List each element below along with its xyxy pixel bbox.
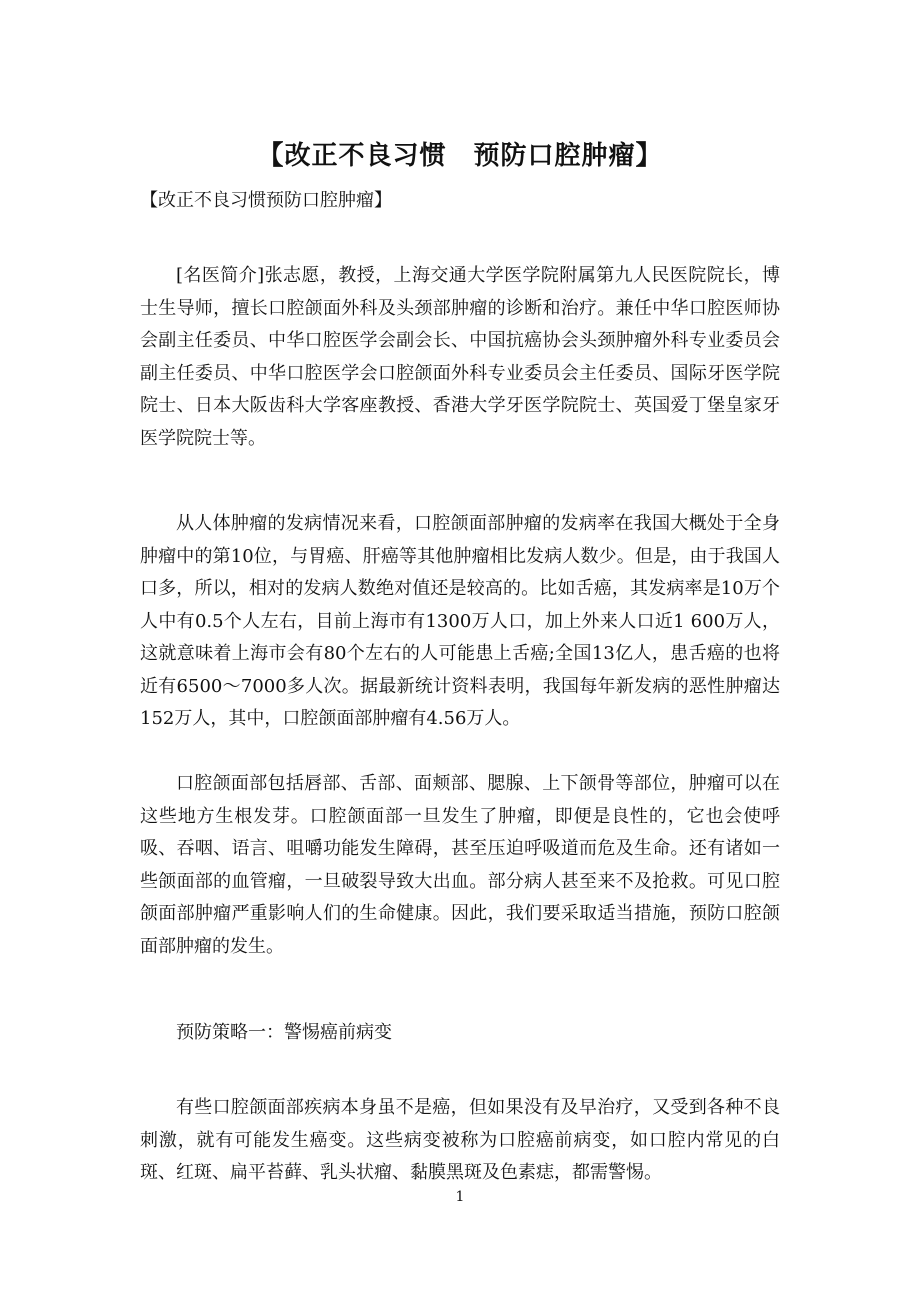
body-paragraph-2: 口腔颌面部包括唇部、舌部、面颊部、腮腺、上下颌骨等部位，肿瘤可以在这些地方生根发芽。口腔颌面部一旦发生了肿瘤，即便是良性的，它也会使呼吸、吞咽、语言、咀嚼功能发生障碍，甚至压迫呼吸道而危及生命。还有诸如一些颌面部的血管瘤，一旦破裂导致大出血。部分病人甚至来不及抢救。可见口腔颌面部肿瘤严重影响人们的生命健康。因此，我们要采取适当措施，预防口腔颌面部肿瘤的发生。 <box>140 773 780 957</box>
page-title: 【改正不良习惯 预防口腔肿瘤】 <box>257 141 663 171</box>
page-number: 1 <box>455 1189 465 1205</box>
body-paragraph-1: 从人体肿瘤的发病情况来看，口腔颌面部肿瘤的发病率在我国大概处于全身肿瘤中的第10位，与胃癌、肝癌等其他肿瘤相比发病人数少。但是，由于我国人口多，所以，相对的发病人数绝对值还是较高的。比如舌癌，其发病率是10万个人中有0.5个人左右，目前上海市有1300万人口，加上外来人口近1 600万人，这就意味着上海市会有80个左右的人可能患上舌癌;全国13亿人，患舌癌的也将近有6500～7000多人次。据最新统计资料表明，我国每年新发病的恶性肿瘤达152万人，其中，口腔颌面部肿瘤有4.56万人。 <box>140 513 780 729</box>
article-subtitle: 【改正不良习惯预防口腔肿瘤】 <box>140 190 392 211</box>
body-paragraph-3: 有些口腔颌面部疾病本身虽不是癌，但如果没有及早治疗，又受到各种不良刺激，就有可能发生癌变。这些病变被称为口腔癌前病变，如口腔内常见的白斑、红斑、扁平苔藓、乳头状瘤、黏膜黑斑及色素痣，都需警惕。 <box>140 1097 780 1183</box>
intro-paragraph: [名医简介]张志愿，教授，上海交通大学医学院附属第九人民医院院长，博士生导师，擅长口腔颌面外科及头颈部肿瘤的诊断和治疗。兼任中华口腔医师协会副主任委员、中华口腔医学会副会长、中国抗癌协会头颈肿瘤外科专业委员会副主任委员、中华口腔医学会口腔颌面外科专业委员会主任委员、国际牙医学院院士、日本大阪齿科大学客座教授、香港大学牙医学院院士、英国爱丁堡皇家牙医学院院士等。 <box>140 265 780 449</box>
section-heading: 预防策略一：警惕癌前病变 <box>176 1022 392 1043</box>
